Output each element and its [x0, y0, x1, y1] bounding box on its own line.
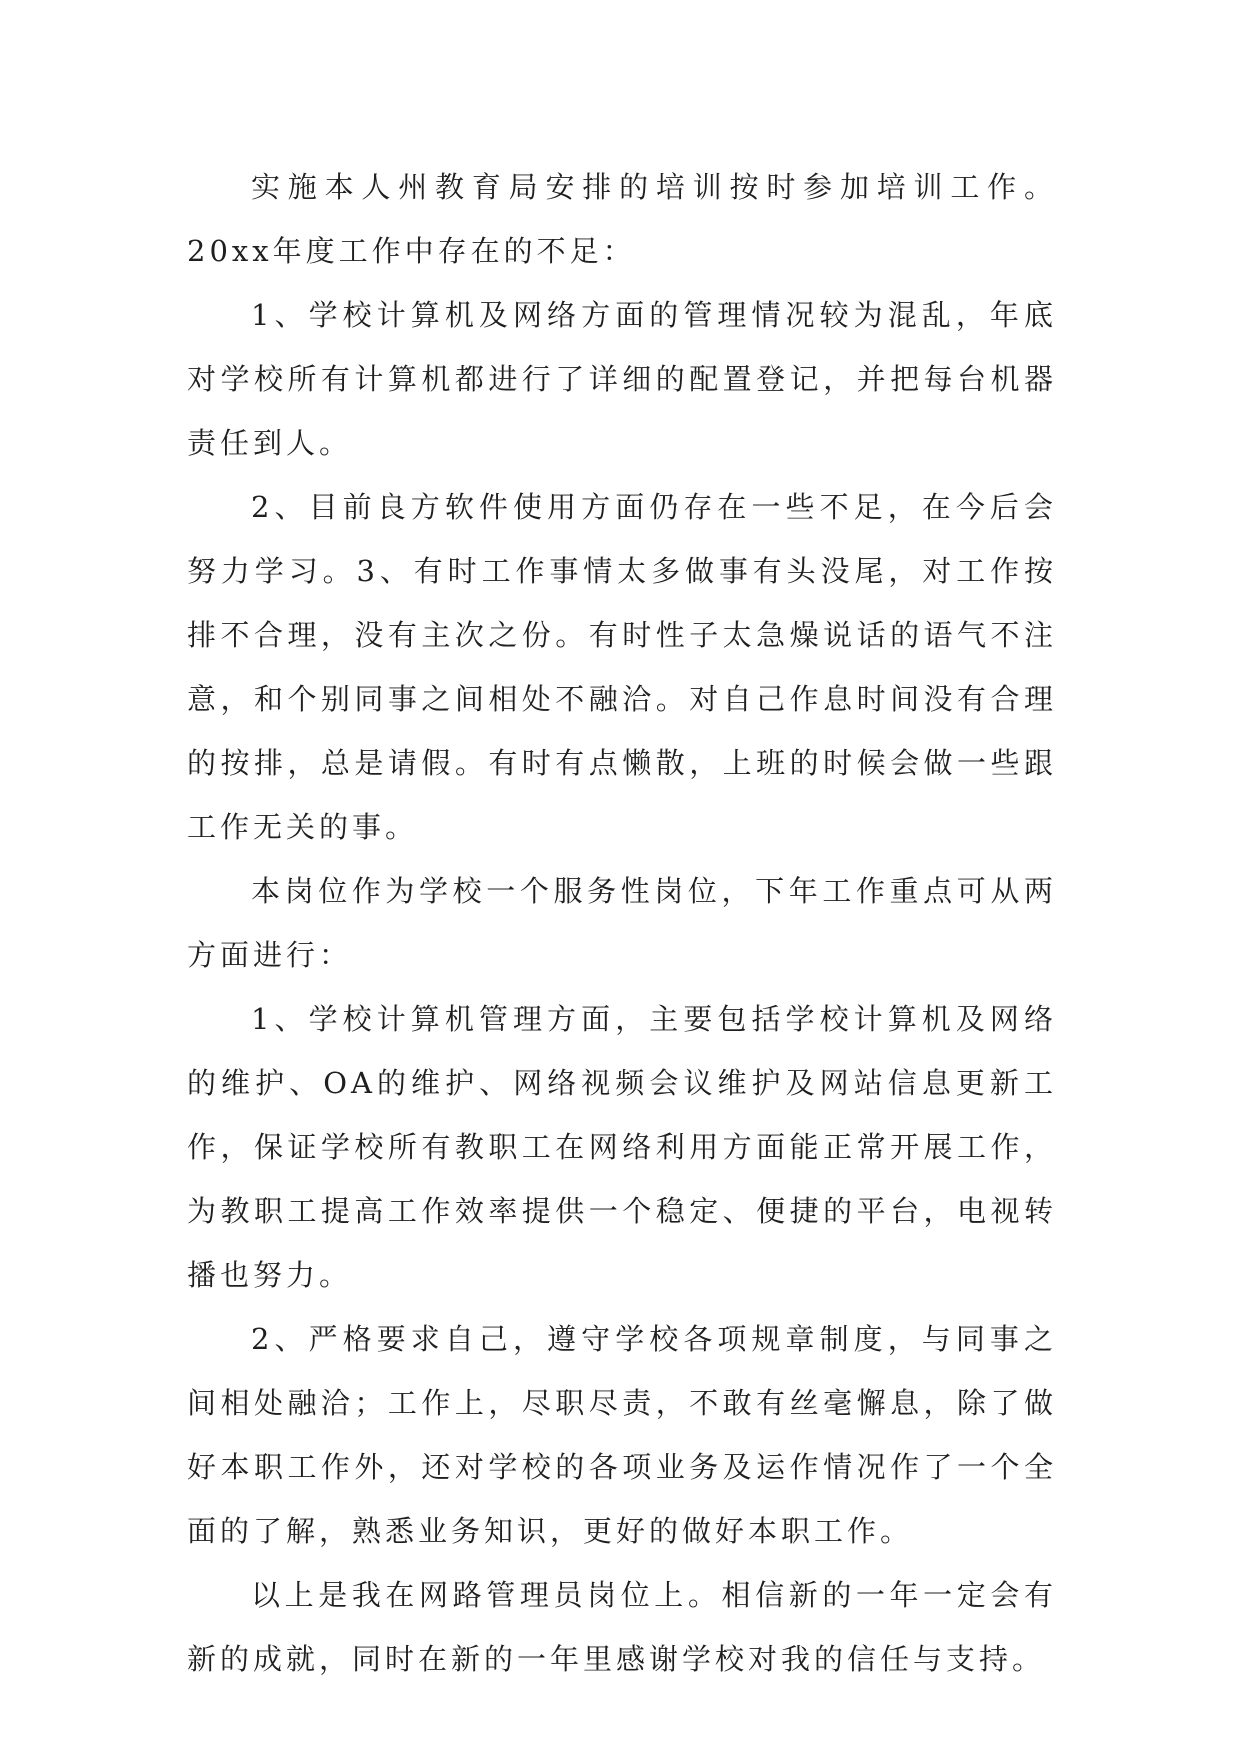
paragraph-shortcoming-2-3: 2、目前良方软件使用方面仍存在一些不足，在今后会努力学习。3、有时工作事情太多做事有头没尾，对工作按排不合理，没有主次之份。有时性子太急燥说话的语气不注意，和个别同事之间相处不融洽。对自己作息时间没有合理的按排，总是请假。有时有点懒散，上班的时候会做一些跟工作无关的事。 [187, 490, 1057, 844]
paragraph-training: 实施本人州教育局安排的培训按时参加培训工作。20xx年度工作中存在的不足： [187, 170, 1057, 268]
document-body [187, 155, 1057, 1691]
paragraph-plan-intro: 本岗位作为学校一个服务性岗位，下年工作重点可从两方面进行： [187, 874, 1057, 972]
paragraph-conclusion: 以上是我在网路管理员岗位上。相信新的一年一定会有新的成就，同时在新的一年里感谢学校对我的信任与支持。 [187, 1578, 1057, 1676]
paragraph-plan-2: 2、严格要求自己，遵守学校各项规章制度，与同事之间相处融洽；工作上，尽职尽责，不敢有丝毫懈息，除了做好本职工作外，还对学校的各项业务及运作情况作了一个全面的了解，熟悉业务知识，更好的做好本职工作。 [187, 1322, 1057, 1548]
paragraph-plan-1: 1、学校计算机管理方面，主要包括学校计算机及网络的维护、OA的维护、网络视频会议维护及网站信息更新工作，保证学校所有教职工在网络利用方面能正常开展工作，为教职工提高工作效率提供一个稳定、便捷的平台，电视转播也努力。 [187, 1002, 1057, 1292]
paragraph-shortcoming-1: 1、学校计算机及网络方面的管理情况较为混乱，年底对学校所有计算机都进行了详细的配置登记，并把每台机器责任到人。 [187, 298, 1057, 460]
